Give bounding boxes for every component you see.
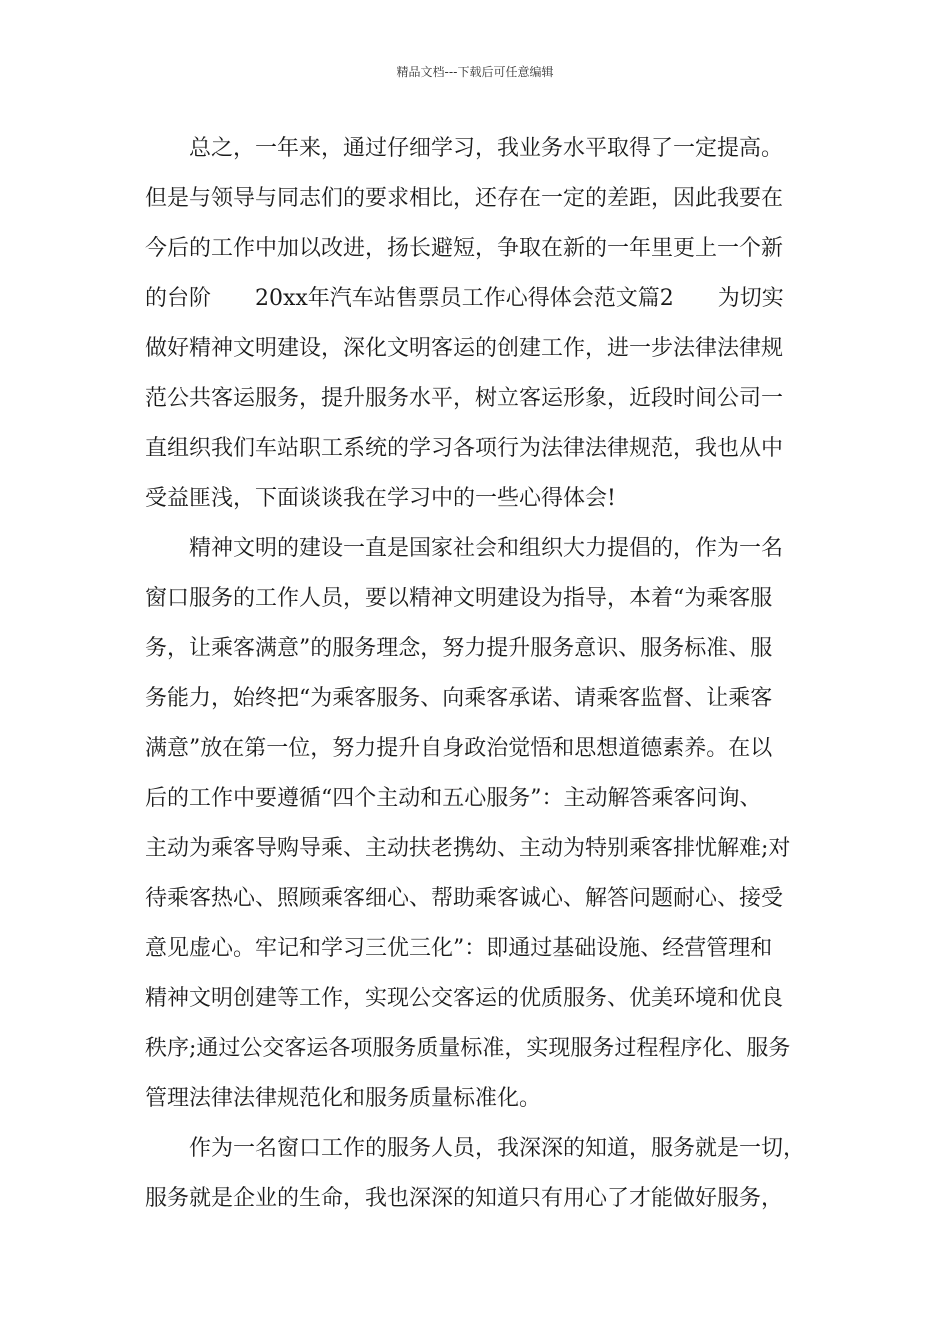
text-line: 的台阶 20xx年汽车站售票员工作心得体会范文篇2 为切实 bbox=[145, 286, 784, 311]
text-line: 总之，一年来，通过仔细学习，我业务水平取得了一定提高。 bbox=[189, 136, 784, 161]
text-line: 务能力，始终把“为乘客服务、向乘客承诺、请乘客监督、让乘客 bbox=[145, 686, 773, 711]
text-line: 务，让乘客满意”的服务理念，努力提升服务意识、服务标准、服 bbox=[145, 636, 773, 661]
text-line: 管理法律法律规范化和服务质量标准化。 bbox=[145, 1086, 542, 1111]
document-body bbox=[145, 131, 835, 1231]
text-line: 做好精神文明建设，深化文明客运的创建工作，进一步法律法律规 bbox=[145, 336, 784, 361]
text-line: 服务就是企业的生命，我也深深的知道只有用心了才能做好服务， bbox=[145, 1186, 784, 1211]
page-header: 精品文档---下载后可任意编辑 bbox=[396, 65, 554, 79]
text-line: 秩序;通过公交客运各项服务质量标准，实现服务过程程序化、服务 bbox=[145, 1036, 791, 1061]
text-line: 今后的工作中加以改进，扬长避短，争取在新的一年里更上一个新 bbox=[145, 236, 784, 261]
text-line: 意见虚心。牢记和学习三优三化”：即通过基础设施、经营管理和 bbox=[145, 936, 773, 961]
text-line: 窗口服务的工作人员，要以精神文明建设为指导，本着“为乘客服 bbox=[145, 586, 773, 611]
text-line: 满意”放在第一位，努力提升自身政治觉悟和思想道德素养。在以 bbox=[145, 736, 773, 761]
text-line: 精神文明的建设一直是国家社会和组织大力提倡的，作为一名 bbox=[189, 536, 784, 561]
text-line: 待乘客热心、照顾乘客细心、帮助乘客诚心、解答问题耐心、接受 bbox=[145, 886, 784, 911]
text-line: 精神文明创建等工作，实现公交客运的优质服务、优美环境和优良 bbox=[145, 986, 784, 1011]
text-line: 但是与领导与同志们的要求相比，还存在一定的差距，因此我要在 bbox=[145, 186, 784, 211]
text-line: 后的工作中要遵循“四个主动和五心服务”：主动解答乘客问询、 bbox=[145, 786, 762, 811]
text-line: 范公共客运服务，提升服务水平，树立客运形象，近段时间公司一 bbox=[145, 386, 784, 411]
text-line: 直组织我们车站职工系统的学习各项行为法律法律规范，我也从中 bbox=[145, 436, 784, 461]
text-line: 作为一名窗口工作的服务人员，我深深的知道，服务就是一切， bbox=[189, 1136, 806, 1161]
text-line: 受益匪浅，下面谈谈我在学习中的一些心得体会! bbox=[145, 486, 616, 511]
text-line: 主动为乘客导购导乘、主动扶老携幼、主动为特别乘客排忧解难;对 bbox=[145, 836, 791, 861]
